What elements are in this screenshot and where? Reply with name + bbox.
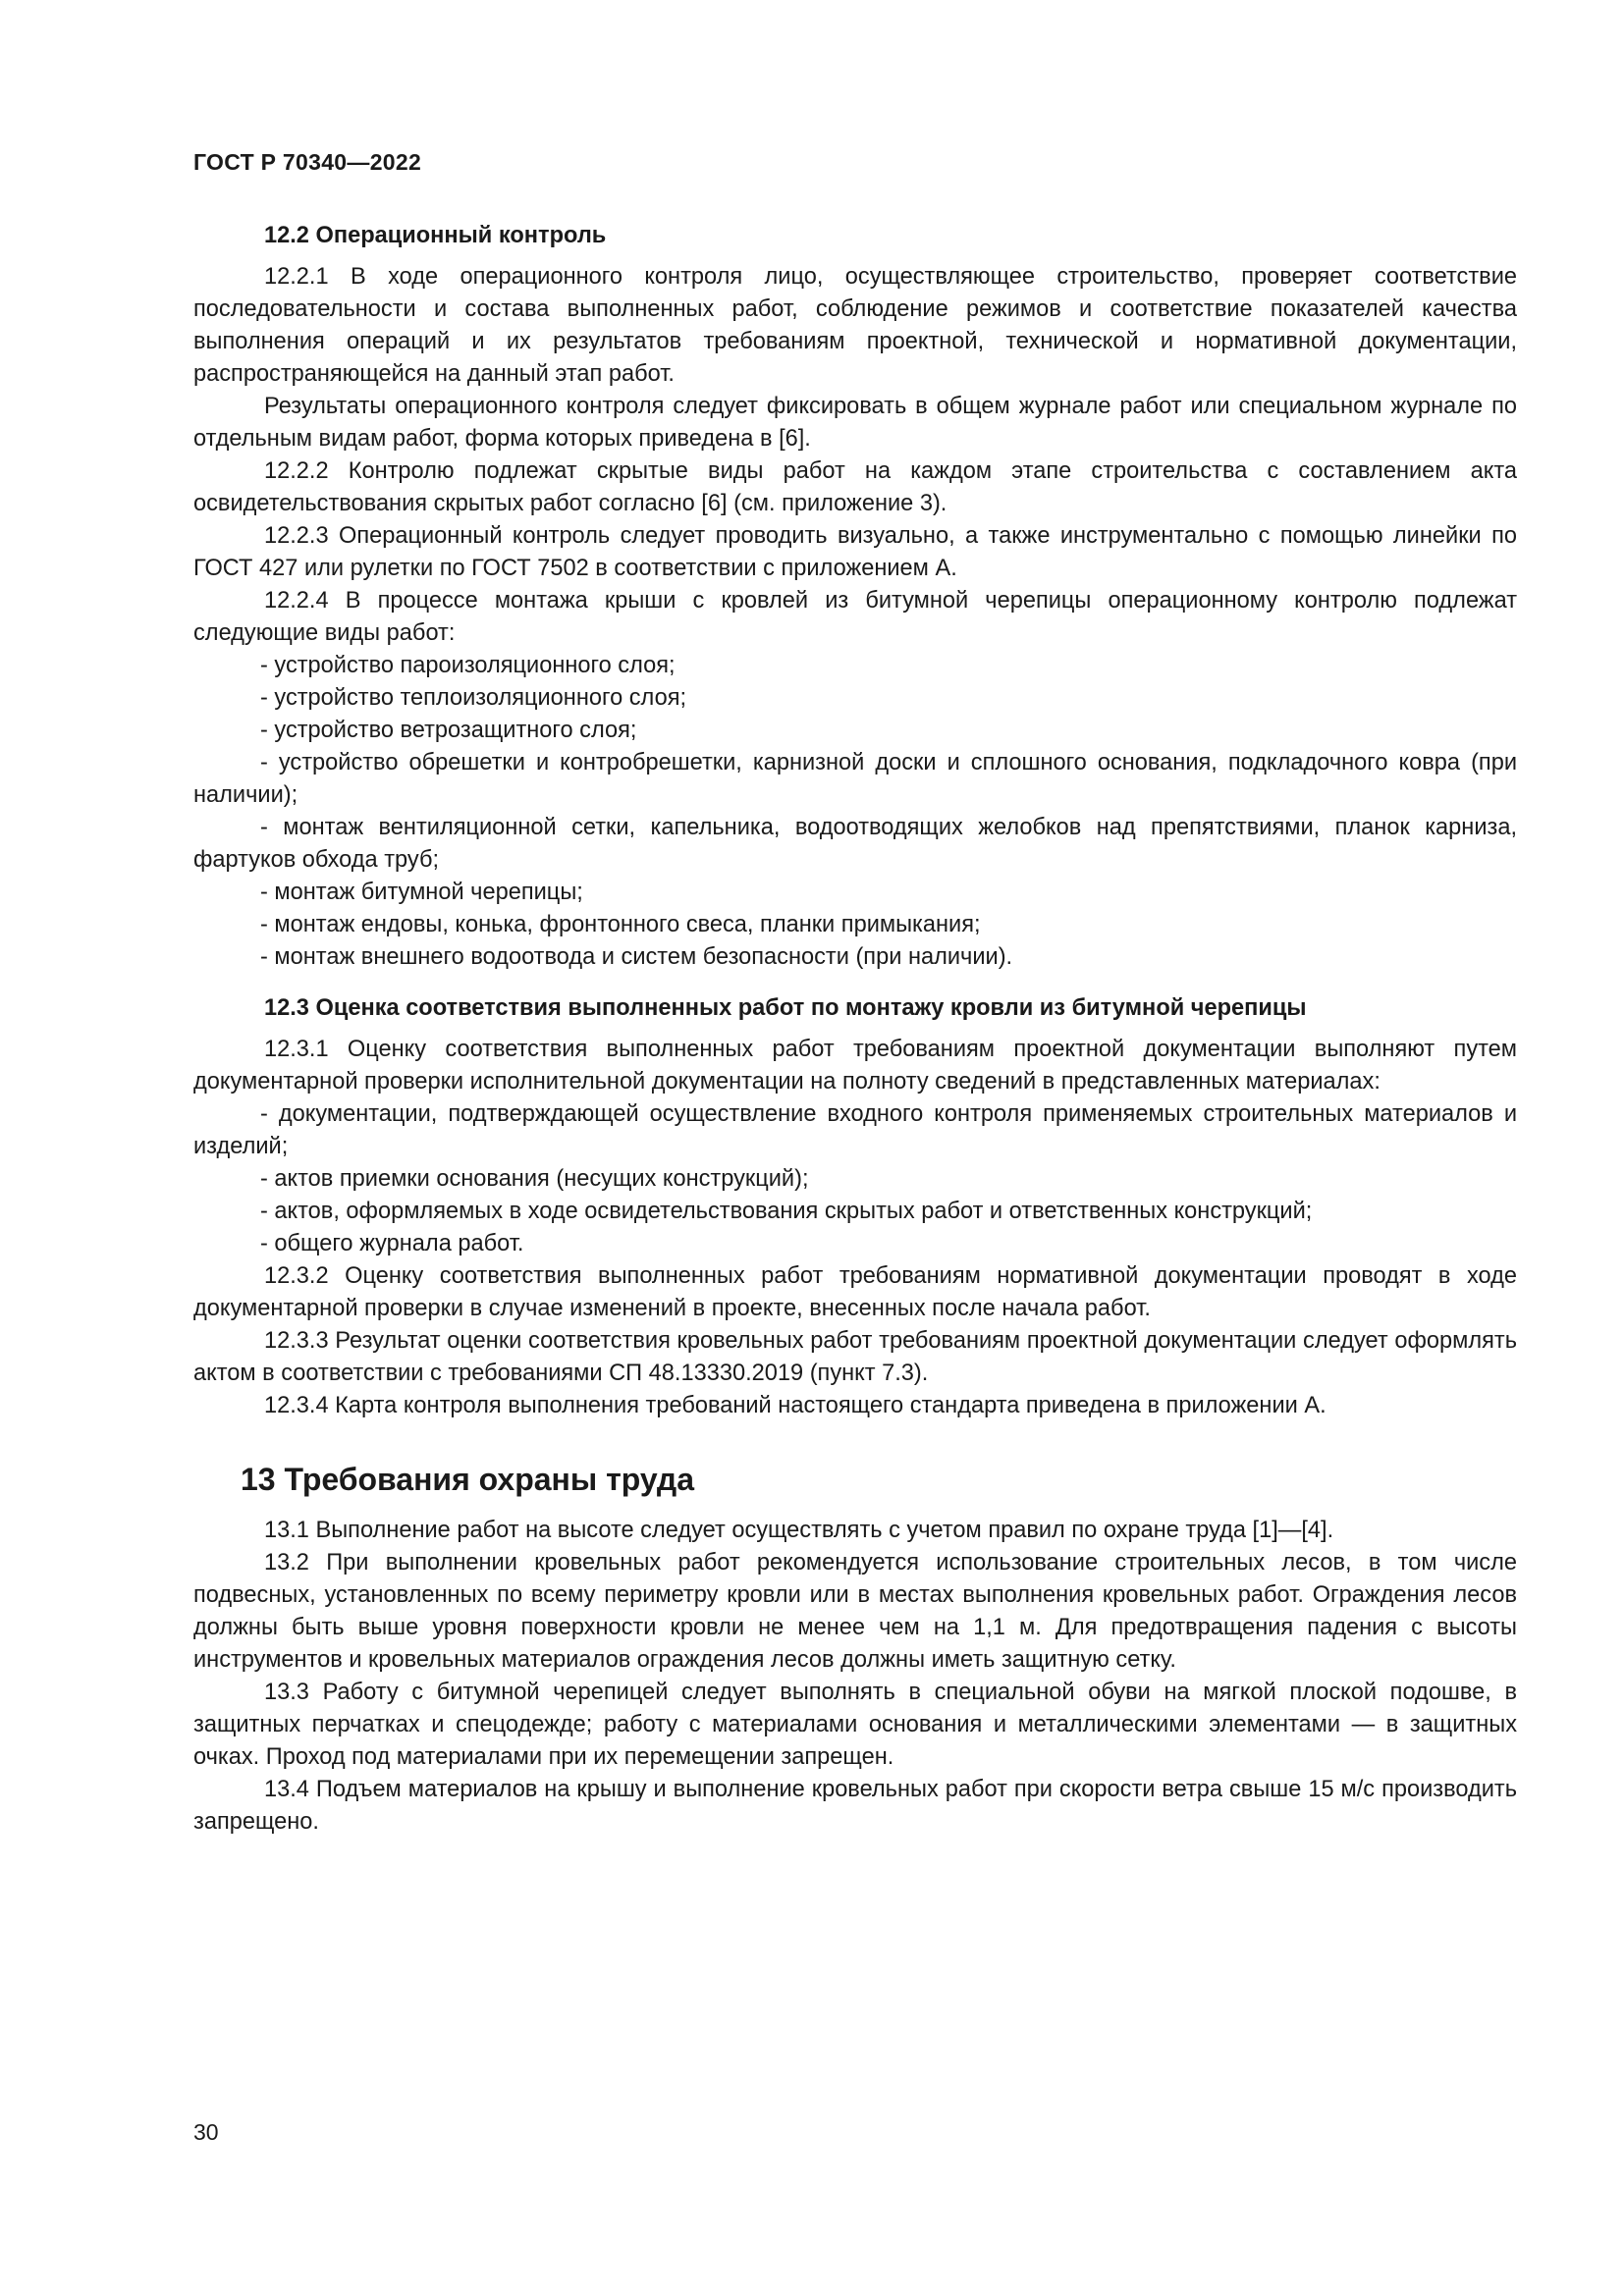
section-13-title: 13 Требования охраны труда [241, 1462, 694, 1497]
document-header: ГОСТ Р 70340—2022 [193, 149, 422, 175]
paragraph-12-3-1: 12.3.1 Оценку соответствия выполненных работ требованиям проектной документации выполняют путем документарной проверки исполнительной документации на полноту сведений в представленных материалах: [193, 1037, 1517, 1095]
section-12-3-title: 12.3 Оценка соответствия выполненных работ по монтажу кровли из битумной черепицы [264, 995, 1307, 1021]
paragraph-12-2-1: 12.2.1 В ходе операционного контроля лицо, осуществляющее строительство, проверяет соответствие последовательности и состава выполненных работ, соблюдение режимов и соответствие показателей качества выполнения операций и их результатов требованиям проектной, технической и нормативной документации, распространяющейся на данный этап работ. [193, 264, 1517, 387]
page-number: 30 [193, 2119, 219, 2145]
list-item: - устройство обрешетки и контробрешетки, карнизной доски и сплошного основания, подкладочного ковра (при наличии); [193, 750, 1517, 808]
section-12-2-title: 12.2 Операционный контроль [264, 223, 607, 248]
list-item: - общего журнала работ. [260, 1231, 524, 1256]
paragraph-13-3: 13.3 Работу с битумной черепицей следует выполнять в специальной обуви на мягкой плоской подошве, в защитных перчатках и спецодежде; работу с материалами основания и металлическими элементами — в защитных очках. Проход под материалами при их перемещении запрещен. [193, 1680, 1517, 1770]
paragraph-12-3-3: 12.3.3 Результат оценки соответствия кровельных работ требованиям проектной документации следует оформлять актом в соответствии с требованиями СП 48.13330.2019 (пункт 7.3). [193, 1328, 1517, 1386]
list-item: - устройство ветрозащитного слоя; [260, 718, 637, 743]
list-item: - монтаж вентиляционной сетки, капельника, водоотводящих желобков над препятствиями, планок карниза, фартуков обхода труб; [193, 815, 1517, 873]
paragraph-13-1: 13.1 Выполнение работ на высоте следует осуществлять с учетом правил по охране труда [1]—[4]. [264, 1518, 1334, 1543]
list-item: - монтаж ендовы, конька, фронтонного свеса, планки примыкания; [260, 912, 981, 937]
paragraph-12-3-4: 12.3.4 Карта контроля выполнения требований настоящего стандарта приведена в приложении А. [264, 1393, 1326, 1418]
paragraph-12-3-2: 12.3.2 Оценку соответствия выполненных работ требованиям нормативной документации проводят в ходе документарной проверки в случае изменений в проекте, внесенных после начала работ. [193, 1263, 1517, 1321]
list-item: - документации, подтверждающей осуществление входного контроля применяемых строительных материалов и изделий; [193, 1101, 1517, 1159]
paragraph-13-4: 13.4 Подъем материалов на крышу и выполнение кровельных работ при скорости ветра свыше 15 м/с производить запрещено. [193, 1777, 1517, 1835]
paragraph-13-2: 13.2 При выполнении кровельных работ рекомендуется использование строительных лесов, в том числе подвесных, установленных по всему периметру кровли или в местах выполнения кровельных работ. Ограждения лесов должны быть выше уровня поверхности кровли не менее чем на 1,1 м. Для предотвращения падения с высоты инструментов и кровельных материалов ограждения лесов должны иметь защитную сетку. [193, 1550, 1517, 1673]
paragraph-12-2-1-results: Результаты операционного контроля следует фиксировать в общем журнале работ или специальном журнале по отдельным видам работ, форма которых приведена в [6]. [193, 394, 1517, 452]
list-item: - устройство теплоизоляционного слоя; [260, 685, 687, 711]
list-item: - актов, оформляемых в ходе освидетельствования скрытых работ и ответственных конструкций; [260, 1199, 1313, 1224]
list-item: - актов приемки основания (несущих конструкций); [260, 1166, 809, 1192]
list-item: - монтаж битумной черепицы; [260, 880, 583, 905]
list-item: - устройство пароизоляционного слоя; [260, 653, 676, 678]
paragraph-12-2-4: 12.2.4 В процессе монтажа крыши с кровлей из битумной черепицы операционному контролю подлежат следующие виды работ: [193, 588, 1517, 646]
paragraph-12-2-3: 12.2.3 Операционный контроль следует проводить визуально, а также инструментально с помощью линейки по ГОСТ 427 или рулетки по ГОСТ 7502 в соответствии с приложением А. [193, 523, 1517, 581]
document-body [193, 220, 1517, 1839]
list-item: - монтаж внешнего водоотвода и систем безопасности (при наличии). [260, 944, 1013, 970]
paragraph-12-2-2: 12.2.2 Контролю подлежат скрытые виды работ на каждом этапе строительства с составлением акта освидетельствования скрытых работ согласно [6] (см. приложение 3). [193, 458, 1517, 516]
